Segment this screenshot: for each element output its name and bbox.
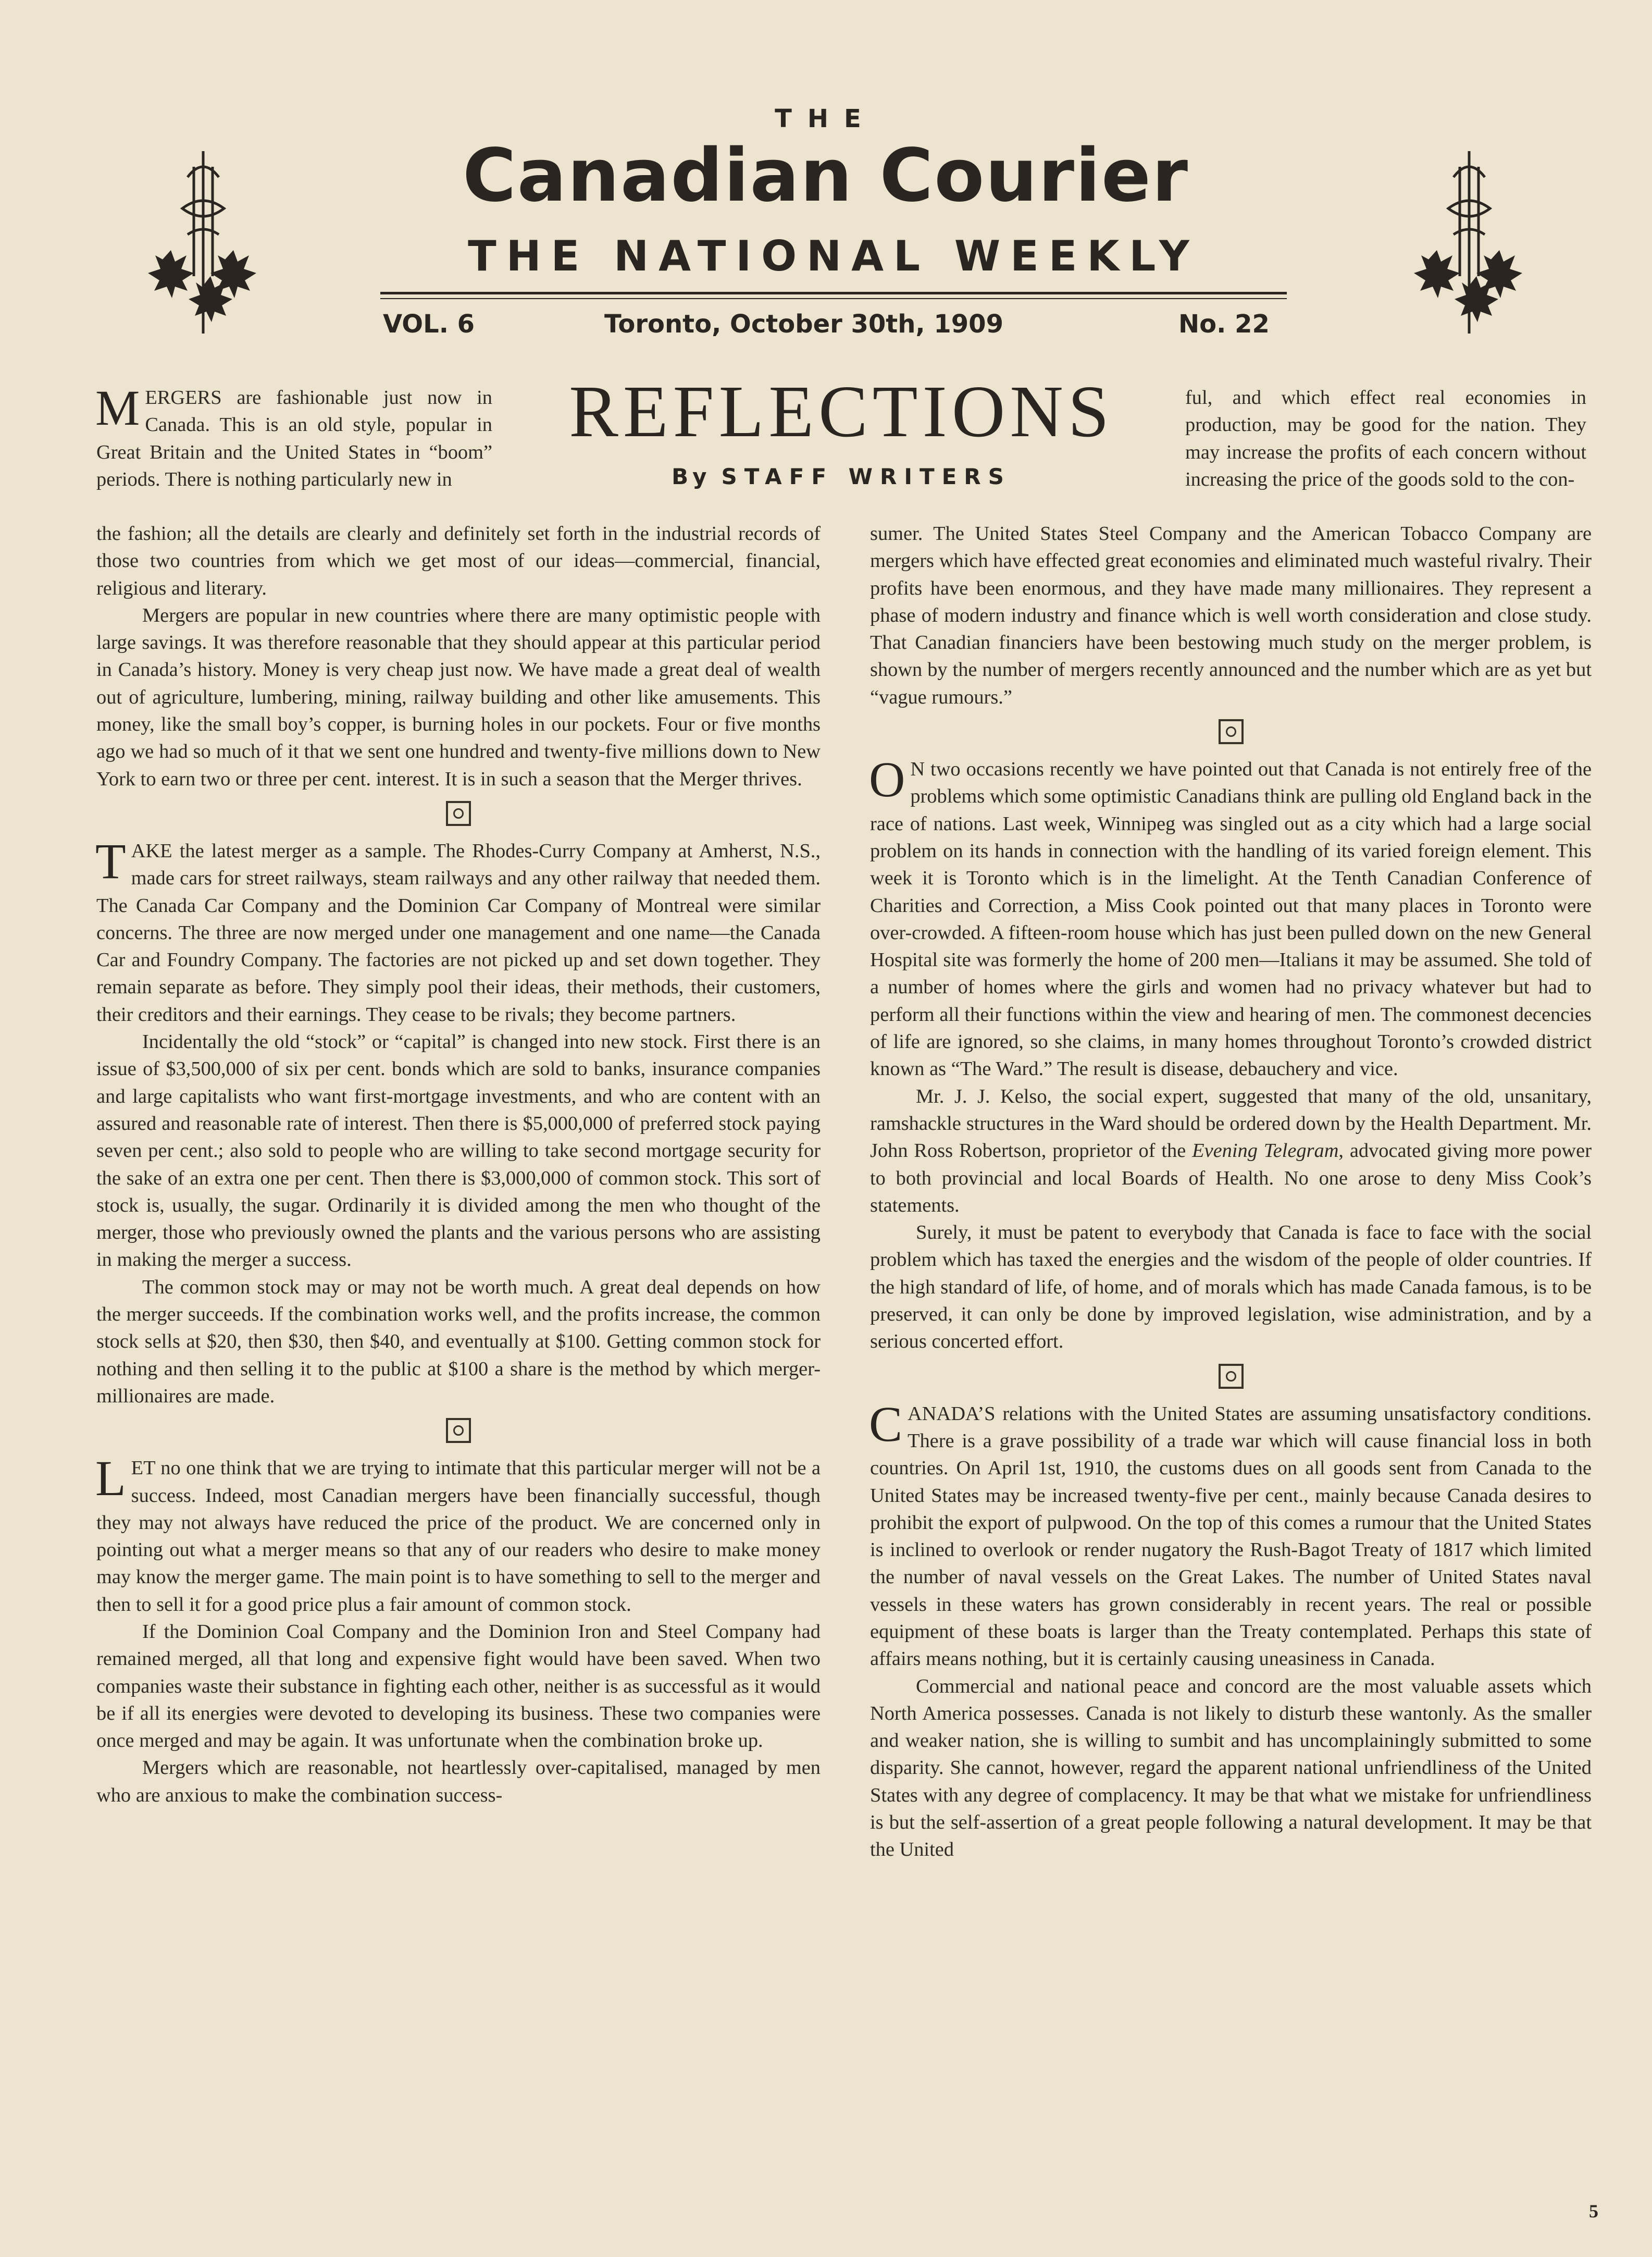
paragraph: Surely, it must be patent to everybody that Canada is face to face with the social problem which has taxed the energies and the wisdom of the people of older countries. If the high standard of life, of home, and of morals which has made Canada famous, is to be preserved, it can only be done by improved legislation, wise administration, and by a serious concerted effort. — [870, 1222, 1592, 1353]
maple-leaf-emblem-icon — [146, 146, 260, 344]
paragraph: the fashion; all the details are clearly and definitely set forth in the industrial records of those two countries from which we get most of our ideas—commercial, financial, religious and literary. — [96, 523, 821, 599]
drop-cap: L — [95, 1450, 126, 1507]
paragraph: Mergers which are reasonable, not heartlessly over-capitalised, managed by men who are anxious to make the combination success- — [96, 1757, 821, 1806]
paragraph: sumer. The United States Steel Company and the American Tobacco Company are mergers which have effected great economies and eliminated much wasteful rivalry. Their profits have been enormous, and they have made many millionaires. They represent a phase of modern industry and finance which is well worth consideration and close study. That Canadian financiers have been bestowing much study on the merger problem, is shown by the number of mergers recently announced and the number which are as yet but “vague rumours.” — [870, 523, 1592, 708]
paragraph: If the Dominion Coal Company and the Dominion Iron and Steel Company had remained merged, all that long and expensive fight would have been saved. When two companies waste their substance in fighting each other, neither is as successful as it would be if all its energies were devoted to developing its business. These two companies were once merged and may be again. It was unfortunate when the combination broke up. — [96, 1620, 821, 1752]
paper-title: Canadian Courier — [462, 133, 1189, 218]
drop-cap: T — [95, 833, 126, 889]
page-number: 5 — [1589, 2201, 1598, 2222]
paragraph: Mergers are popular in new countries where there are many optimistic people with large savings. It was therefore reasonable that they should appear at this particular period in Canada’s history. Money is very cheap just now. We have made a great deal of wealth out of agriculture, lumbering, mining, railway building and other like amusements. This money, like the small boy’s copper, is burning holes in our pockets. Four or five months ago we had so much of it that we sent one hundred and twenty-five millions down to New York to earn two or three per cent. interest. It is in such a season that the Merger thrives. — [96, 604, 821, 790]
section-ornament-icon — [1219, 719, 1244, 744]
paragraph: Incidentally the old “stock” or “capital” is changed into new stock. First there is an issue of $3,500,000 of six per cent. bonds which are sold to banks, insurance companies and large capitalists who want first-mortgage investments, and who are content with an assured and reasonable rate of interest. Then there is $5,000,000 of preferred stock paying seven per cent.; also sold to people who are willing to take second mortgage security for the sake of an extra one per cent. Then there is $3,000,000 of common stock. This sort of stock is, usually, the sugar. Ordinarily it is divided among the men who thought of the merger, those who previously owned the plants and the various persons who are assisting in making the merger a success. — [96, 1031, 821, 1271]
drop-cap: M — [95, 380, 140, 436]
section-ornament-icon — [446, 1418, 471, 1443]
left-column — [96, 520, 821, 1809]
paper-subtitle: THE NATIONAL WEEKLY — [468, 232, 1199, 280]
paragraph: Commercial and national peace and concord are the most valuable assets which North America possesses. Canada is not likely to disturb these wantonly. As the smaller and weaker nation, she is willing to sumbit and has uncomplainingly submitted to some disparity. She cannot, however, regard the apparent national unfriendliness of the United States with any degree of complacency. It may be that what we mistake for unfriendliness is but the self-assertion of a great people following a natural development. It may be that the United — [870, 1675, 1592, 1861]
masthead-rule-thin — [380, 298, 1287, 299]
byline-staff: STAFF WRITERS — [721, 464, 1011, 489]
section-ornament-icon — [446, 801, 471, 826]
byline-by: By — [672, 464, 711, 489]
paragraph: Mr. J. J. Kelso, the social expert, suggested that many of the old, unsanitary, ramshackle structures in the Ward should be ordered down by the Health Department. Mr. John Ross Robertson, proprietor of the Evening Telegram, advocated giving more power to both provincial and local Boards of Health. No one arose to deny Miss Cook’s statements. — [870, 1085, 1592, 1216]
paragraph: LET no one think that we are trying to intimate that this particular merger will not be a success. Indeed, most Canadian mergers have been financially successful, though they may not always have reduced the price of the product. We are concerned only in pointing out what a merger means so that any of our readers who desire to make money may know the merger game. The main point is to have something to sell to the merger and then to sell it for a good price plus a fair amount of common stock. — [95, 1450, 821, 1615]
intro-left — [95, 380, 492, 493]
issue-volume: VOL. 6 — [383, 310, 475, 339]
drop-cap: O — [869, 751, 905, 808]
drop-cap: C — [869, 1396, 903, 1452]
issue-place-date: Toronto, October 30th, 1909 — [604, 310, 1003, 339]
newspaper-title: Evening Telegram — [1192, 1140, 1339, 1162]
paragraph: ful, and which effect real economies in production, may be good for the nation. They may increase the profits of each concern without increasing the price of the goods sold to the con- — [1185, 387, 1586, 490]
issue-number: No. 22 — [1178, 310, 1270, 339]
article-headline: REFLECTIONS — [569, 370, 1114, 452]
paragraph: TAKE the latest merger as a sample. The Rhodes-Curry Company at Amherst, N.S., made cars for street railways, steam railways and any other railway that needed them. The Canada Car Company and the Dominion Car Company of Montreal were similar concerns. The three are now merged under one management and one name—the Canada Car and Foundry Company. The factories are not picked up and set down together. They remain separate as before. They simply pool their ideas, their methods, their customers, their creditors and their earnings. They cease to be rivals; they become partners. — [95, 833, 821, 1026]
masthead-rule-thick — [380, 292, 1287, 294]
section-ornament-icon — [1219, 1364, 1244, 1389]
maple-leaf-emblem-icon — [1412, 146, 1526, 344]
masthead-the: THE — [775, 104, 877, 133]
right-column — [870, 520, 1592, 1864]
paragraph: CANADA’S relations with the United States are assuming unsatisfactory conditions. There is a grave possibility of a trade war which will cause financial loss in both countries. On April 1st, 1910, the customs dues on all goods sent from Canada to the United States may be increased twenty-five per cent., mainly because Canada desires to prohibit the export of pulpwood. On the top of this comes a rumour that the United States is inclined to overlook or render nugatory the Rush-Bagot Treaty of 1817 which limited the number of naval vessels on the Great Lakes. The number of United States naval vessels in these waters has grown considerably in recent years. The real or possible equipment of these boats is larger than the Treaty contemplated. Perhaps this state of affairs means nothing, but it is certainly causing uneasiness in Canada. — [869, 1396, 1592, 1670]
article-byline — [526, 464, 1157, 489]
intro-right — [1185, 384, 1586, 493]
paragraph: MERGERS are fashionable just now in Canada. This is an old style, popular in Great Britain and the United States in “boom” periods. There is nothing particularly new in — [95, 380, 492, 490]
paragraph: The common stock may or may not be worth much. A great deal depends on how the merger succeeds. If the combination works well, and the profits increase, the common stock sells at $20, then $30, then $40, and eventually at $100. Getting common stock for nothing and then selling it to the public at $100 a share is the method by which merger-millionaires are made. — [96, 1276, 821, 1407]
paragraph: O N two occasions recently we have pointed out that Canada is not entirely free of the problems which some optimistic Canadians think are pulling old England back in the race of nations. Last week, Winnipeg was singled out as a city which had a large social problem on its hands in connection with the handling of its varied foreign element. This week it is Toronto which is in the limelight. At the Tenth Canadian Conference of Charities and Correction, a Miss Cook pointed out that many places in Toronto were over-crowded. A fifteen-room house which has just been pulled down on the new General Hospital site was formerly the home of 200 men—Italians it may be assumed. She told of a number of homes where the girls and women had no privacy whatever but had to perform all their functions within the view and hearing of men. The commonest decencies of life are ignored, so she claims, in many homes throughout Toronto’s crowded district known as “The Ward.” The result is disease, debauchery and vice. — [869, 751, 1592, 1080]
